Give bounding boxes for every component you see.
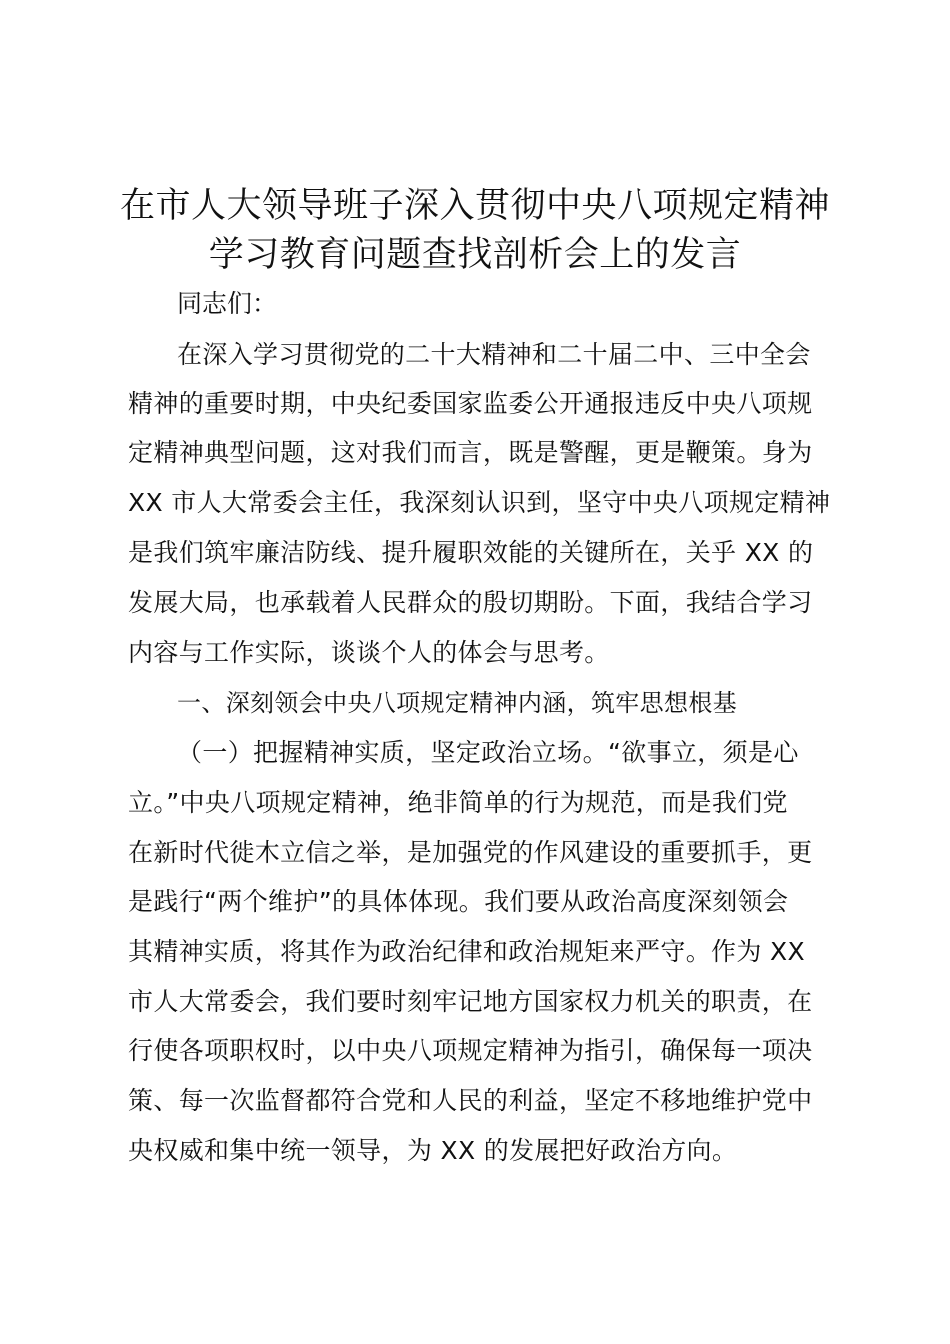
body-line: 策、每一次监督都符合党和人民的利益，坚定不移地维护党中 (128, 1086, 813, 1115)
greeting: 同志们： (177, 289, 278, 318)
body-line: 发展大局，也承载着人民群众的殷切期盼。下面，我结合学习 (128, 588, 813, 617)
body-line: 行使各项职权时，以中央八项规定精神为指引，确保每一项决 (128, 1036, 813, 1065)
body-line: 精神的重要时期，中央纪委国家监委公开通报违反中央八项规 (128, 389, 813, 418)
body-line: 定精神典型问题，这对我们而言，既是警醒，更是鞭策。身为 (128, 438, 813, 467)
body-line: 其精神实质，将其作为政治纪律和政治规矩来严守。作为 XX (128, 937, 806, 966)
document-title-line-2: 学习教育问题查找剖析会上的发言 (208, 235, 742, 275)
body-line: XX 市人大常委会主任，我深刻认识到，坚守中央八项规定精神 (128, 488, 831, 517)
section-heading: 一、深刻领会中央八项规定精神内涵，筑牢思想根基 (177, 689, 738, 717)
body-line: 市人大常委会，我们要时刻牢记地方国家权力机关的职责，在 (128, 987, 813, 1016)
body-line: 是我们筑牢廉洁防线、提升履职效能的关键所在，关乎 XX 的 (128, 538, 814, 567)
body-line: 是践行“两个维护”的具体体现。我们要从政治高度深刻领会 (128, 887, 789, 916)
body-line: 内容与工作实际，谈谈个人的体会与思考。 (128, 638, 610, 667)
document-title-line-1: 在市人大领导班子深入贯彻中央八项规定精神 (119, 186, 830, 226)
body-line: 立。”中央八项规定精神，绝非简单的行为规范，而是我们党 (128, 788, 788, 817)
body-line: （一）把握精神实质，坚定政治立场。“欲事立，须是心 (177, 738, 799, 767)
body-line: 在新时代徙木立信之举，是加强党的作风建设的重要抓手，更 (128, 838, 813, 867)
body-line: 在深入学习贯彻党的二十大精神和二十届二中、三中全会 (177, 340, 811, 369)
body-line: 央权威和集中统一领导，为 XX 的发展把好政治方向。 (128, 1136, 738, 1165)
